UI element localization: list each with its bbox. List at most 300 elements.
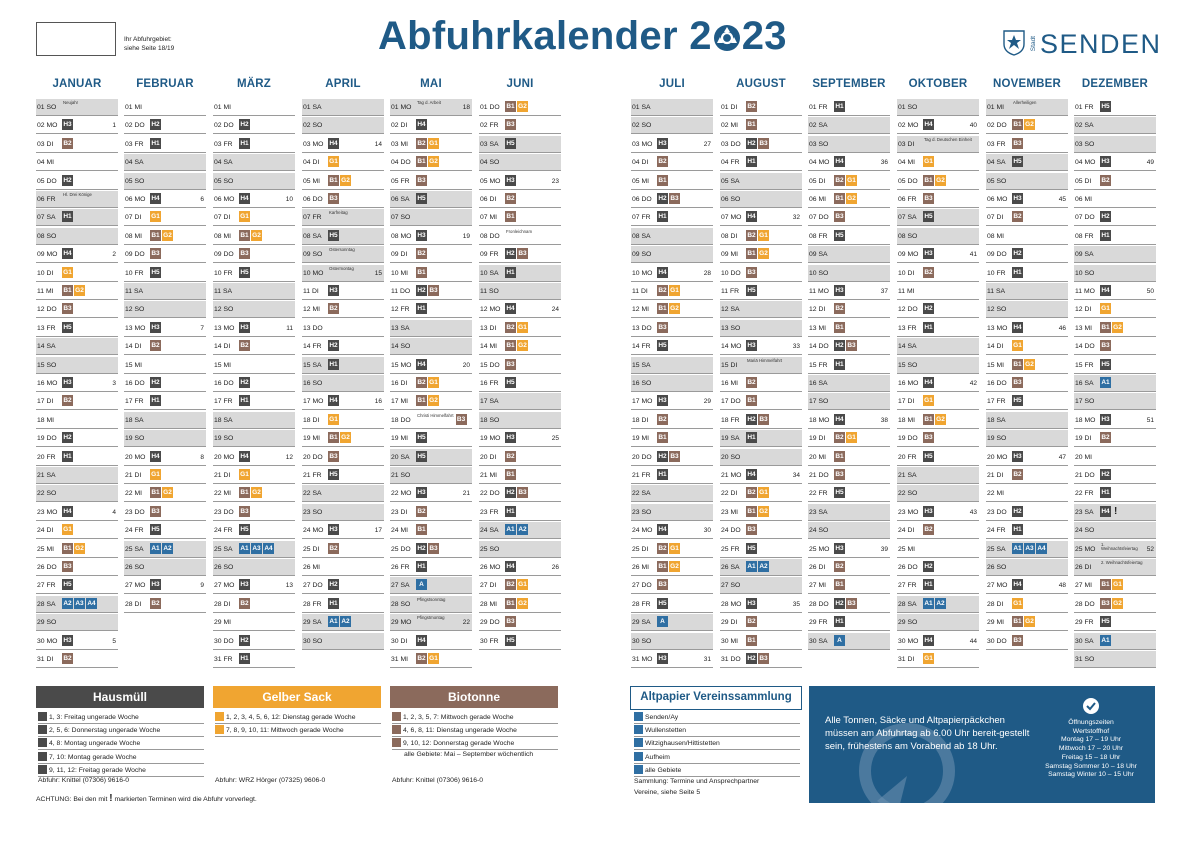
day-row bbox=[631, 412, 713, 429]
day-badges bbox=[239, 506, 251, 517]
day-row bbox=[808, 191, 890, 208]
day-row bbox=[897, 596, 979, 613]
day-row bbox=[479, 522, 561, 539]
day-date: 14 DO bbox=[809, 343, 829, 351]
week-number: 1 bbox=[112, 122, 116, 130]
pickup-badge: G1 bbox=[429, 379, 438, 386]
warning-note bbox=[36, 793, 257, 804]
day-date: 12 FR bbox=[391, 306, 410, 314]
day-badges bbox=[1100, 377, 1112, 388]
day-date: 17 DI bbox=[898, 398, 915, 406]
pickup-badge: G2 bbox=[1113, 323, 1122, 331]
day-date: 06 DI bbox=[480, 196, 497, 203]
pickup-badge: H4 bbox=[63, 507, 72, 515]
day-row bbox=[390, 633, 472, 650]
day-row bbox=[36, 504, 118, 521]
day-date: 30 SA bbox=[1075, 637, 1094, 645]
day-badges bbox=[328, 267, 354, 272]
day-row bbox=[808, 228, 890, 245]
day-date: 18 SA bbox=[214, 416, 233, 424]
pickup-badge: G1 bbox=[240, 471, 249, 478]
pickup-badge: H1 bbox=[506, 268, 515, 276]
day-date: 24 SA bbox=[480, 527, 499, 535]
day-row bbox=[36, 209, 118, 226]
day-row bbox=[897, 412, 979, 429]
pickup-badge: B2 bbox=[329, 544, 338, 552]
day-badges bbox=[746, 119, 758, 130]
hours-line: Mittwoch 17 – 20 Uhr bbox=[1058, 745, 1124, 753]
day-date: 05 MO bbox=[480, 177, 501, 185]
legend-item bbox=[38, 711, 204, 724]
pickup-badge: G1 bbox=[329, 415, 338, 423]
day-date: 30 SA bbox=[809, 637, 828, 645]
day-date: 25 MI bbox=[898, 545, 915, 553]
pickup-badge: B1 bbox=[1013, 121, 1022, 129]
day-row bbox=[124, 357, 206, 374]
legend-item bbox=[634, 724, 800, 737]
day-badges bbox=[150, 579, 162, 590]
day-row bbox=[390, 246, 472, 263]
pickup-badge: G1 bbox=[329, 158, 338, 166]
day-date: 01 FR bbox=[1075, 104, 1094, 111]
day-row bbox=[808, 320, 890, 337]
day-badges bbox=[657, 561, 681, 572]
day-row bbox=[390, 541, 472, 558]
day-row bbox=[986, 633, 1068, 650]
day-date: 26 SO bbox=[987, 564, 1007, 571]
day-badges bbox=[746, 506, 770, 517]
pickup-badge: G1 bbox=[670, 287, 679, 294]
day-badges bbox=[239, 487, 263, 498]
day-row bbox=[986, 449, 1068, 466]
day-badges bbox=[505, 524, 529, 535]
day-row bbox=[36, 99, 118, 116]
address-hint-line2: siehe Seite 18/19 bbox=[124, 44, 175, 52]
pickup-badge: B1 bbox=[63, 287, 72, 294]
day-row bbox=[897, 301, 979, 318]
day-date: 11 FR bbox=[721, 288, 740, 295]
day-date: 13 DI bbox=[480, 324, 497, 332]
day-date: 06 SA bbox=[391, 196, 410, 203]
day-row bbox=[808, 449, 890, 466]
legend-badge bbox=[634, 712, 643, 721]
day-date: 27 MO bbox=[214, 582, 235, 590]
day-date: 02 SO bbox=[632, 122, 652, 130]
title-part-a: Abfuhrkalender 2 bbox=[378, 14, 712, 58]
day-date: 29 DI bbox=[721, 619, 738, 627]
day-badges bbox=[416, 303, 428, 314]
pickup-badge: B3 bbox=[506, 618, 515, 626]
day-row bbox=[631, 154, 713, 171]
legend-badge bbox=[38, 725, 47, 734]
day-badges bbox=[834, 359, 846, 370]
legend-altpapier-footer2: Vereine, siehe Seite 5 bbox=[634, 789, 701, 796]
day-row bbox=[302, 596, 384, 613]
pickup-badge: B2 bbox=[417, 379, 426, 386]
day-date: 23 SA bbox=[809, 508, 828, 516]
day-date: 12 MO bbox=[480, 306, 501, 314]
pickup-badge: H2 bbox=[329, 342, 338, 350]
pickup-badge: H1 bbox=[417, 305, 426, 313]
day-date: 25 MI bbox=[37, 545, 54, 553]
legend-badge bbox=[215, 712, 224, 721]
pickup-badge: H5 bbox=[747, 287, 756, 294]
pickup-badge: G2 bbox=[518, 342, 527, 350]
day-badges bbox=[416, 193, 428, 204]
day-date: 11 MO bbox=[1075, 288, 1095, 295]
day-row bbox=[479, 136, 561, 153]
day-date: 04 FR bbox=[721, 159, 740, 167]
day-row bbox=[36, 430, 118, 447]
day-date: 25 SA bbox=[125, 545, 144, 553]
week-number: 44 bbox=[969, 637, 977, 645]
day-row bbox=[213, 338, 295, 355]
day-badges bbox=[657, 395, 669, 406]
day-row bbox=[390, 504, 472, 521]
day-badges bbox=[834, 211, 846, 222]
day-date: 15 FR bbox=[1075, 361, 1094, 369]
day-date: 07 FR bbox=[303, 214, 322, 222]
day-row bbox=[479, 412, 561, 429]
day-row bbox=[720, 357, 802, 374]
day-date: 24 FR bbox=[214, 527, 233, 535]
day-date: 02 DO bbox=[214, 122, 234, 130]
day-badges bbox=[328, 156, 340, 167]
pickup-badge: H3 bbox=[924, 250, 933, 258]
day-row bbox=[302, 283, 384, 300]
day-date: 12 SO bbox=[987, 306, 1007, 314]
week-number: 32 bbox=[792, 214, 800, 222]
day-date: 29 FR bbox=[809, 619, 828, 627]
pickup-badge: A2 bbox=[518, 526, 527, 534]
day-row bbox=[36, 154, 118, 171]
day-row bbox=[124, 154, 206, 171]
holiday-note: Allerheiligen bbox=[1013, 100, 1037, 105]
pickup-badge: H4 bbox=[747, 213, 756, 221]
pickup-badge: H3 bbox=[63, 121, 72, 129]
day-date: 24 SO bbox=[1075, 527, 1095, 535]
day-row bbox=[808, 99, 890, 116]
pickup-badge: B2 bbox=[63, 655, 72, 662]
day-date: 12 MI bbox=[303, 306, 320, 314]
day-badges bbox=[328, 543, 340, 554]
day-badges bbox=[657, 211, 669, 222]
week-number: 4 bbox=[112, 508, 116, 516]
day-row bbox=[631, 375, 713, 392]
day-row bbox=[124, 449, 206, 466]
day-badges bbox=[657, 193, 681, 204]
day-date: 21 SO bbox=[391, 472, 411, 479]
day-badges bbox=[746, 285, 758, 296]
day-row bbox=[808, 375, 890, 392]
day-badges bbox=[62, 579, 74, 590]
day-badges bbox=[239, 230, 263, 241]
day-date: 03 SA bbox=[480, 140, 499, 148]
pickup-badge: H1 bbox=[1013, 268, 1022, 276]
pickup-badge: H4 bbox=[1101, 287, 1110, 294]
pickup-badge: H2 bbox=[747, 415, 756, 423]
day-date: 24 MO bbox=[303, 527, 324, 535]
pickup-badge: B1 bbox=[506, 103, 515, 110]
day-date: 07 MO bbox=[721, 214, 742, 222]
day-row bbox=[720, 191, 802, 208]
pickup-badge: B2 bbox=[329, 305, 338, 313]
legend-hausmuell-title: Hausmüll bbox=[36, 686, 204, 708]
day-badges bbox=[416, 359, 428, 370]
pickup-badge: B3 bbox=[759, 139, 768, 147]
day-row bbox=[390, 265, 472, 282]
pickup-badge: B2 bbox=[924, 526, 933, 534]
pickup-badge: B3 bbox=[429, 544, 438, 552]
pickup-badge: H5 bbox=[417, 452, 426, 460]
day-row bbox=[897, 154, 979, 171]
day-date: 14 DO bbox=[1075, 343, 1095, 351]
pickup-badge: A1 bbox=[1013, 544, 1022, 552]
pickup-badge: H2 bbox=[240, 636, 249, 644]
pickup-badge: B2 bbox=[63, 139, 72, 147]
day-date: 16 SA bbox=[1075, 380, 1094, 387]
day-row bbox=[36, 283, 118, 300]
week-number: 36 bbox=[880, 159, 888, 167]
day-badges bbox=[239, 211, 251, 222]
day-row bbox=[213, 541, 295, 558]
pickup-badge: B3 bbox=[63, 563, 72, 570]
day-date: 29 SO bbox=[898, 619, 918, 627]
day-row bbox=[36, 117, 118, 134]
hours-line: Freitag 15 – 18 Uhr bbox=[1061, 753, 1121, 761]
day-date: 20 DI bbox=[480, 453, 497, 461]
day-date: 03 FR bbox=[125, 140, 144, 148]
day-date: 19 DI bbox=[809, 435, 826, 443]
pickup-badge: B3 bbox=[151, 250, 160, 258]
day-row bbox=[390, 209, 472, 226]
pickup-badge: B1 bbox=[1013, 360, 1022, 368]
day-badges bbox=[1100, 285, 1112, 296]
day-badges bbox=[1012, 451, 1024, 462]
day-date: 09 SA bbox=[1075, 251, 1094, 259]
day-row bbox=[631, 228, 713, 245]
day-badges bbox=[1012, 635, 1024, 646]
pickup-badge: B1 bbox=[329, 434, 338, 442]
day-row bbox=[479, 265, 561, 282]
day-row bbox=[897, 559, 979, 576]
pickup-badge: H1 bbox=[658, 471, 667, 478]
day-date: 03 MO bbox=[632, 140, 653, 148]
pickup-badge: H5 bbox=[417, 434, 426, 442]
day-row bbox=[1074, 338, 1156, 355]
pickup-badge: G1 bbox=[847, 434, 856, 442]
day-date: 12 SA bbox=[721, 306, 740, 314]
pickup-badge: H1 bbox=[417, 563, 426, 570]
week-number: 52 bbox=[1146, 545, 1154, 553]
day-date: 10 MO bbox=[303, 269, 324, 277]
day-date: 31 MI bbox=[391, 656, 408, 663]
day-badges bbox=[1012, 598, 1024, 609]
day-row bbox=[302, 301, 384, 318]
day-date: 05 DO bbox=[898, 177, 918, 185]
day-date: 26 DI bbox=[1075, 564, 1092, 571]
pickup-badge: H4 bbox=[924, 636, 933, 644]
day-date: 09 SA bbox=[809, 251, 828, 259]
day-badges bbox=[1012, 340, 1024, 351]
day-date: 08 SA bbox=[632, 232, 651, 240]
pickup-badge: H4 bbox=[63, 250, 72, 258]
day-badges bbox=[834, 230, 846, 241]
pickup-badge: G2 bbox=[75, 544, 84, 552]
day-row bbox=[808, 117, 890, 134]
day-badges bbox=[923, 377, 935, 388]
logo-subtext: Stadt bbox=[1030, 36, 1037, 52]
day-row bbox=[720, 430, 802, 447]
month-name: MAI bbox=[420, 78, 442, 90]
pickup-badge: B1 bbox=[658, 176, 667, 184]
day-row bbox=[390, 117, 472, 134]
day-row bbox=[36, 338, 118, 355]
day-date: 21 DO bbox=[809, 472, 829, 479]
pickup-badge: G2 bbox=[163, 489, 172, 497]
day-date: 05 SA bbox=[721, 177, 740, 185]
holiday-note: Tag d. Arbeit bbox=[417, 100, 441, 105]
day-row bbox=[213, 154, 295, 171]
day-row bbox=[631, 301, 713, 318]
pickup-badge: G2 bbox=[252, 489, 261, 497]
pickup-badge: B3 bbox=[747, 268, 756, 276]
pickup-badge: G1 bbox=[429, 655, 438, 662]
day-badges bbox=[923, 119, 935, 130]
day-row bbox=[986, 541, 1068, 558]
pickup-badge: H2 bbox=[747, 139, 756, 147]
day-badges bbox=[657, 616, 669, 627]
pickup-badge: B1 bbox=[1101, 581, 1110, 589]
day-row bbox=[479, 577, 561, 594]
week-number: 2 bbox=[112, 251, 116, 259]
day-date: 12 SO bbox=[125, 306, 145, 314]
day-row bbox=[36, 173, 118, 190]
pickup-badge: B1 bbox=[835, 323, 844, 331]
pickup-badge: H2 bbox=[63, 434, 72, 442]
day-row bbox=[808, 614, 890, 631]
pickup-badge: H5 bbox=[329, 231, 338, 239]
day-row bbox=[390, 99, 472, 116]
day-badges bbox=[328, 340, 340, 351]
day-row bbox=[302, 633, 384, 650]
day-badges bbox=[505, 635, 517, 646]
day-badges bbox=[505, 322, 529, 333]
day-row bbox=[213, 283, 295, 300]
day-row bbox=[390, 154, 472, 171]
day-date: 24 SO bbox=[809, 527, 829, 535]
day-row bbox=[808, 209, 890, 226]
day-date: 11 MO bbox=[809, 288, 829, 295]
day-date: 28 FR bbox=[303, 600, 322, 608]
day-row bbox=[986, 117, 1068, 134]
day-badges bbox=[1100, 414, 1112, 425]
pickup-badge: A2 bbox=[63, 599, 72, 607]
day-row bbox=[213, 559, 295, 576]
pickup-badge: B3 bbox=[506, 121, 515, 129]
day-date: 07 SA bbox=[37, 214, 56, 222]
day-badges bbox=[657, 267, 669, 278]
pickup-badge: B2 bbox=[835, 176, 844, 184]
day-row bbox=[1074, 449, 1156, 466]
day-date: 21 DI bbox=[987, 472, 1004, 479]
pickup-badge: H5 bbox=[1101, 618, 1110, 626]
day-row bbox=[213, 301, 295, 318]
week-number: 35 bbox=[792, 600, 800, 608]
day-date: 21 FR bbox=[632, 472, 651, 479]
day-badges bbox=[746, 469, 758, 480]
pickup-badge: B1 bbox=[506, 471, 515, 478]
day-row bbox=[36, 357, 118, 374]
pickup-badge: H3 bbox=[658, 655, 667, 662]
day-row bbox=[808, 136, 890, 153]
day-date: 28 DI bbox=[125, 600, 142, 608]
day-date: 30 MO bbox=[898, 637, 919, 645]
day-badges bbox=[505, 101, 529, 112]
day-date: 14 MI bbox=[480, 343, 497, 351]
day-row bbox=[808, 412, 890, 429]
day-row bbox=[390, 338, 472, 355]
day-row bbox=[479, 504, 561, 521]
day-row bbox=[986, 559, 1068, 576]
day-row bbox=[213, 633, 295, 650]
pickup-badge: B2 bbox=[151, 342, 160, 350]
pickup-badge: B1 bbox=[417, 526, 426, 534]
pickup-badge: B2 bbox=[835, 563, 844, 570]
day-row bbox=[302, 246, 384, 263]
pickup-badge: H1 bbox=[924, 323, 933, 331]
day-row bbox=[631, 265, 713, 282]
day-row bbox=[302, 430, 384, 447]
pickup-badge: B1 bbox=[240, 489, 249, 497]
day-badges bbox=[416, 506, 428, 517]
pickup-badge: A4 bbox=[264, 544, 273, 552]
day-date: 19 MO bbox=[480, 435, 501, 443]
day-date: 31 DI bbox=[898, 656, 915, 663]
day-badges bbox=[1100, 616, 1112, 627]
day-row bbox=[720, 577, 802, 594]
day-badges bbox=[923, 524, 935, 535]
pickup-badge: G1 bbox=[240, 213, 249, 221]
pickup-badge: A bbox=[834, 635, 845, 646]
pickup-badge: B1 bbox=[747, 397, 756, 405]
day-date: 23 MI bbox=[721, 508, 738, 516]
day-date: 26 MI bbox=[303, 564, 320, 571]
legend-text: 4, 6, 8, 11: Dienstag ungerade Woche bbox=[403, 727, 517, 735]
day-row bbox=[124, 136, 206, 153]
day-badges bbox=[657, 524, 669, 535]
day-badges bbox=[1012, 395, 1024, 406]
day-date: 11 MI bbox=[37, 288, 54, 295]
day-badges bbox=[328, 248, 355, 253]
day-row bbox=[36, 614, 118, 631]
day-badges bbox=[239, 469, 251, 480]
week-number: 11 bbox=[286, 324, 293, 332]
day-date: 08 DI bbox=[721, 232, 738, 240]
day-row bbox=[1074, 154, 1156, 171]
pickup-badge: A1 bbox=[151, 544, 160, 552]
day-badges bbox=[746, 487, 770, 498]
day-badges bbox=[239, 377, 251, 388]
day-row bbox=[986, 522, 1068, 539]
legend-item bbox=[392, 711, 558, 724]
day-date: 15 SO bbox=[37, 361, 57, 369]
day-row bbox=[720, 228, 802, 245]
day-row bbox=[390, 485, 472, 502]
day-badges bbox=[239, 322, 251, 333]
pickup-badge: H5 bbox=[240, 268, 249, 276]
day-date: 24 MO bbox=[632, 527, 653, 535]
